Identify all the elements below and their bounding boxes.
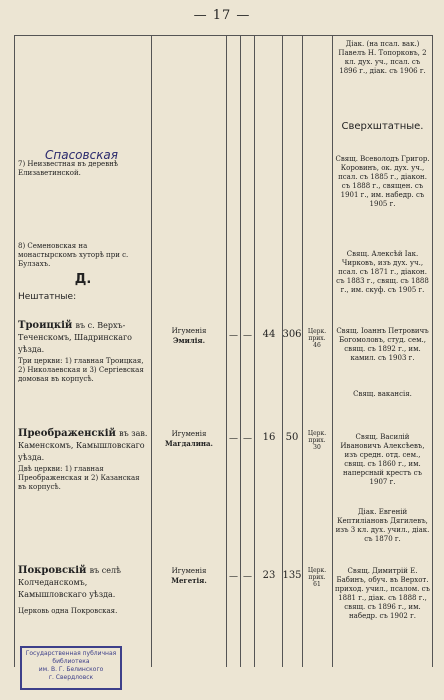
clergy-entry: Свящ. Василій Ивановичъ Алексѣевъ, изъ средн. отд. сем., свящ. съ 1860 г., им. наперсный крестъ съ 1907 г. [340, 433, 425, 486]
extra-staff-heading: Сверхштатные. [341, 121, 424, 132]
monastery-name: Троицкій [18, 320, 73, 331]
stamp-line: библиотека [52, 658, 90, 665]
abbess-title: Игуменія [171, 430, 207, 438]
monastery-name: Покровскій [18, 565, 87, 576]
column-divider [254, 35, 255, 667]
abbess-name: Магдалина. [165, 439, 213, 448]
clergy-entry: Свящ. Димитрій Е. Бабинъ, обуч. въ Верхот. приход. учил., псалом. съ 1881 г., діак. съ 1888 г., свящ. съ 1896 г., им. набедр. съ 1902 г. [335, 567, 430, 620]
dash: — [243, 434, 252, 444]
monastery-note: Церковь одна Покровская. [18, 607, 118, 615]
column-divider [240, 35, 241, 667]
monastery-name: Преображенскій [18, 428, 116, 439]
column-divider [302, 35, 303, 667]
dash: — [243, 331, 252, 341]
parish-count: Церк. прих. 46 [307, 328, 327, 349]
count-a: 16 [262, 432, 276, 443]
monastery-location: въ зав. Каменскомъ, Камышловскаго уѣзда. [18, 429, 148, 462]
clergy-entry: Діак. (на псал. вак.) Павелъ Н. Топорковъ, 2 кл. дух. уч., псал. съ 1896 г., діак. съ 1906 г. [338, 40, 427, 75]
item-8: 8) Семеновская на монастырскомъ хуторѣ при с. Булзахъ. [18, 242, 129, 268]
count-b: 306 [282, 329, 302, 340]
abbess-title: Игуменія [171, 327, 207, 335]
clergy-entry: Свящ. Іоаннъ Петровичъ Богомоловъ, студ. сем., свящ. съ 1892 г., им. камил. съ 1903 г. [336, 327, 429, 362]
page-number: — 17 — [193, 8, 251, 23]
table-border-left [14, 35, 15, 667]
clergy-entry: Свящ. Алексѣй Іак. Чирковъ, изъ дух. уч., псал. съ 1871 г., діакон. съ 1883 г., свящ. съ 1888 г., им. скуф. съ 1905 г. [336, 250, 429, 294]
dash: — [229, 331, 238, 341]
count-a: 44 [262, 329, 276, 340]
count-a: 23 [262, 570, 276, 581]
item-7: 7) Неизвестная въ деревнѣ Елизаветинской. [18, 160, 119, 177]
table-border-right [432, 35, 433, 667]
dash: — [229, 572, 238, 582]
table-top-border [14, 35, 432, 36]
monastery-troitsky [18, 320, 148, 356]
stamp-line: Государственная публичная [25, 650, 117, 657]
monastery-preobrazhensky [18, 428, 148, 464]
count-b: 50 [285, 432, 299, 443]
clergy-vacancy: Свящ. вакансія. [353, 390, 412, 398]
monastery-pokrovsky [18, 565, 148, 601]
monastery-note: Три церкви: 1) главная Троицкая, 2) Николаевская и 3) Сергіевская домовая въ корпусѣ. [18, 357, 144, 383]
section-heading: Д. [74, 272, 92, 287]
count-b: 135 [282, 570, 302, 581]
stamp-line: г. Свердловск [48, 674, 94, 681]
column-divider [332, 35, 333, 667]
monastery-location: въ с. Верхъ-Теченскомъ, Шадринскаго уѣзда. [18, 321, 132, 354]
dash: — [229, 434, 238, 444]
column-divider [226, 35, 227, 667]
handwritten-annotation: Спасовская [45, 148, 119, 162]
parish-count: Церк. прих. 61 [307, 567, 327, 588]
abbess-name: Эмилія. [172, 336, 206, 345]
abbess-name: Мегетія. [171, 576, 207, 585]
abbess-title: Игуменія [171, 567, 207, 575]
column-divider [151, 35, 152, 667]
stamp-line: им. В. Г. Белинского [38, 666, 104, 673]
parish-count: Церк. прих. 30 [307, 430, 327, 451]
clergy-entry: Свящ. Всеволодъ Григор. Коровинъ, ок. дух. уч., псал. съ 1885 г., діакон. съ 1888 г., священ. съ 1901 г., им. набедр. съ 1905 г. [335, 155, 430, 208]
library-stamp [20, 646, 122, 690]
clergy-entry: Діак. Евгеній Кептиліановъ Дягилевъ, изъ 3 кл. дух. учил., діак. съ 1870 г. [335, 508, 430, 543]
dash: — [243, 572, 252, 582]
monastery-note: Двѣ церкви: 1) главная Преображенская и 2) Казанская въ корпусѣ. [18, 465, 140, 491]
section-subheading: Нештатные: [18, 292, 77, 302]
monastery-location: въ селѣ Колчеданскомъ, Камышловскаго уѣзда. [18, 566, 121, 599]
